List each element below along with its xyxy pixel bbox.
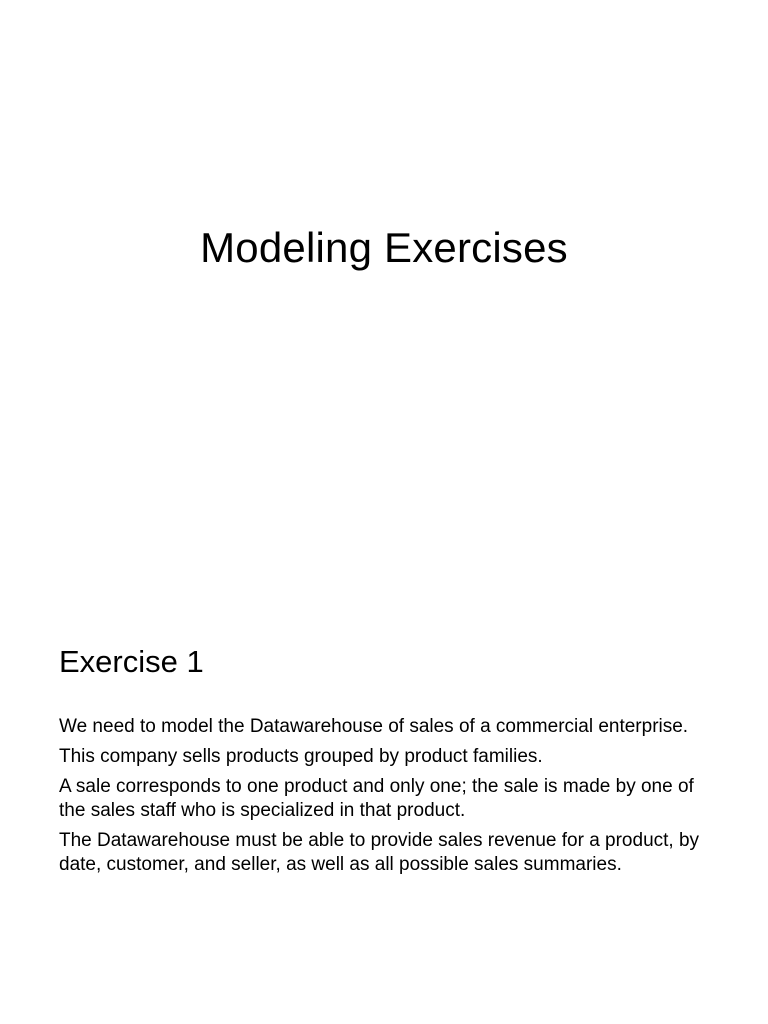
exercise-heading: Exercise 1 bbox=[59, 644, 204, 679]
exercise-description bbox=[59, 715, 709, 883]
paragraph-revenue-requirements: The Datawarehouse must be able to provide sales revenue for a product, by date, customer, and seller, as well as all possible sales summaries. bbox=[59, 830, 700, 875]
slide-title: Modeling Exercises bbox=[200, 224, 568, 271]
paragraph-model-datawarehouse: We need to model the Datawarehouse of sales of a commercial enterprise. bbox=[59, 716, 689, 737]
paragraph-sale-definition: A sale corresponds to one product and only one; the sale is made by one of the sales staff who is specialized in that product. bbox=[59, 776, 694, 821]
paragraph-product-families: This company sells products grouped by product families. bbox=[59, 746, 543, 767]
exercise-slide bbox=[0, 576, 768, 1024]
